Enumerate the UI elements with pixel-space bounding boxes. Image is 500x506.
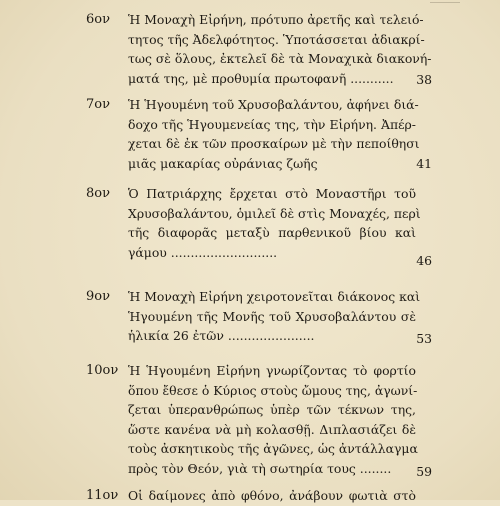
chapter-number: 7ον: [86, 97, 111, 112]
page-number: 46: [416, 253, 432, 268]
entry-text-line: ἡλικία 26 ἐτῶν ......................: [128, 328, 315, 343]
chapter-number: 8ον: [86, 186, 111, 201]
entry-text-line: ὅπου ἔθεσε ὁ Κύριος στοὺς ὤμους της, ἀγωνί-: [128, 382, 418, 398]
entry-text-line: Ὁ Πατριάρχης ἔρχεται στὸ Μοναστῆρι τοῦ: [128, 186, 416, 201]
entry-text-line: Ἡ Μοναχὴ Εἰρήνη χειροτονεῖται διάκονος καὶ: [128, 289, 421, 304]
entry-text-line: Ἡ Ἡγουμένη Εἰρήνη γνωρίζοντας τὸ φορτίο: [128, 363, 416, 378]
entry-text-line: Ἡ Ἡγουμένη τοῦ Χρυσοβαλάντου, ἀφήνει διά-: [128, 97, 419, 112]
entry-text-line: χεται δὲ ἐκ τῶν προσκαίρων μὲ τὴν πεποίθησι: [128, 136, 420, 151]
chapter-number: 11ον: [86, 488, 119, 503]
chapter-number: 9ον: [86, 289, 111, 304]
entry-text-line: Χρυσοβαλάντου, ὁμιλεῖ δὲ στὶς Μοναχές, περὶ: [128, 205, 421, 221]
chapter-number: 10ον: [86, 363, 119, 378]
entry-text-line: μιᾶς μακαρίας οὐράνιας ζωῆς: [128, 155, 318, 171]
entry-text-line: Ἡγουμένη τῆς Μονῆς τοῦ Χρυσοβαλάντου σὲ: [128, 308, 416, 324]
entry-text-line: ματά της, μὲ προθυμία πρωτοφανῆ ...........: [128, 70, 394, 86]
entry-text-line: Οἱ δαίμονες ἀπὸ φθόνο, ἀνάβουν φωτιὰ στὸ: [128, 488, 416, 503]
entry-text-line: ὥστε κανένα νὰ μὴ κολασθῇ. Διπλασιάζει δὲ: [128, 421, 416, 437]
entry-text-line: γάμου ...........................: [128, 244, 278, 260]
entry-text-line: τοὺς ἀσκητικοὺς τῆς ἀγῶνες, ὡς ἀντάλλαγμα: [128, 441, 418, 456]
entry-text-line: τητος τῆς Ἀδελφότητος. Ὑποτάσσεται ἀδιακρί-: [128, 31, 425, 47]
entry-text-line: τῆς διαφορᾶς μεταξὺ παρθενικοῦ βίου καὶ: [128, 225, 416, 240]
page-edge-mark: [430, 0, 460, 3]
entry-text-line: ζεται ὑπερανθρώπως ὑπὲρ τῶν τέκνων της,: [128, 402, 416, 417]
page-number: 38: [416, 72, 432, 87]
page-number: 53: [416, 331, 432, 346]
entry-text-line: πρὸς τὸν Θεόν, γιὰ τὴ σωτηρία τους ........: [128, 460, 392, 476]
entry-text-line: τως σὲ ὅλους, ἐκτελεῖ δὲ τὰ Μοναχικὰ διακονή-: [128, 51, 432, 66]
page-number: 59: [416, 464, 432, 479]
entry-text-line: δοχο τῆς Ἡγουμενείας της, τὴν Εἰρήνη. Ἀπέρ-: [128, 116, 416, 132]
entry-text-line: Ἡ Μοναχὴ Εἰρήνη, πρότυπο ἀρετῆς καὶ τελειό-: [128, 12, 424, 27]
page-number: 41: [416, 156, 432, 171]
chapter-number: 6ον: [86, 12, 111, 27]
